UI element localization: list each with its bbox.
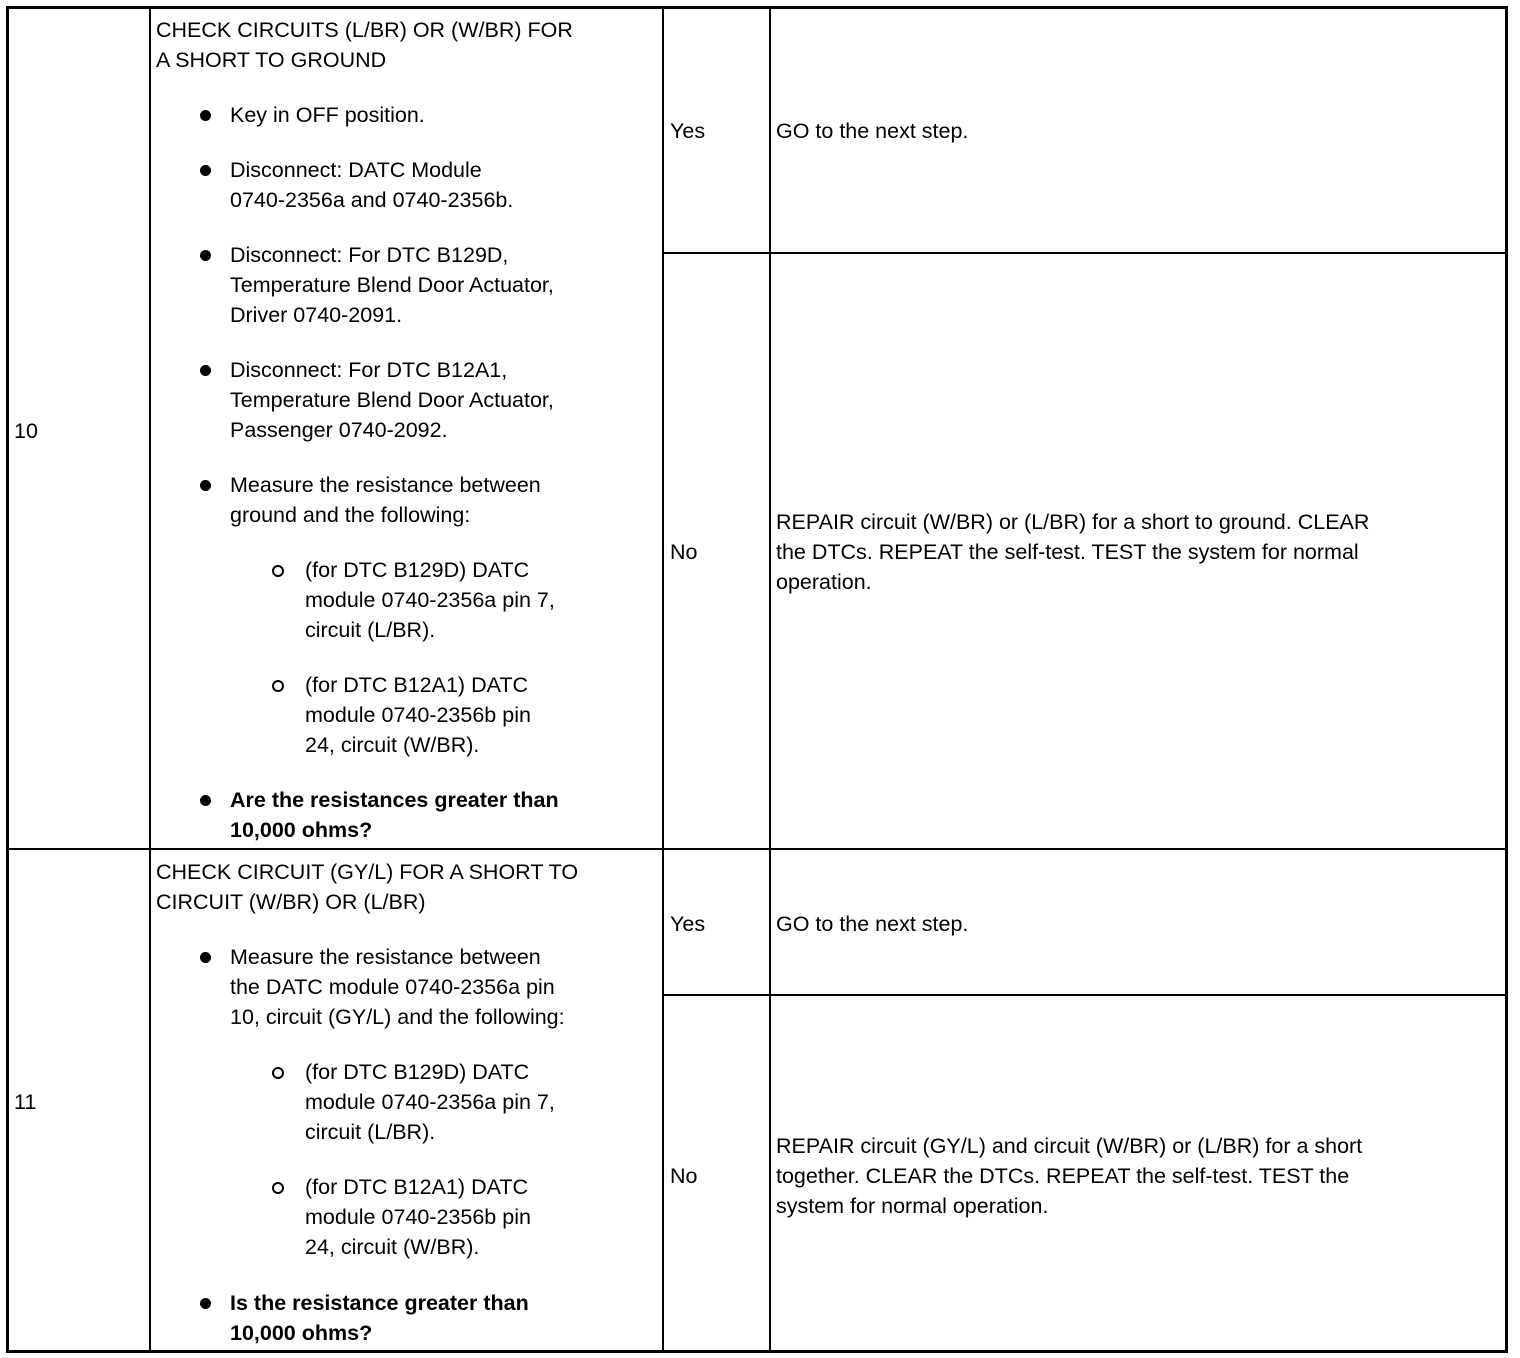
- instruction-text: Key in OFF position.: [230, 103, 425, 127]
- result-action: system for normal operation.: [776, 1194, 1049, 1218]
- instruction-text: Disconnect: For DTC B12A1,: [230, 358, 508, 382]
- step-number: 11: [14, 1090, 37, 1114]
- instruction-subtext: circuit (L/BR).: [305, 1120, 436, 1144]
- instruction-text: Passenger 0740-2092.: [230, 418, 448, 442]
- bullet-icon: [200, 1298, 211, 1309]
- test-question: 10,000 ohms?: [230, 818, 373, 842]
- result-divider-11: [662, 994, 1506, 996]
- instruction-subtext: 24, circuit (W/BR).: [305, 733, 480, 757]
- result-action: REPAIR circuit (W/BR) or (L/BR) for a short to ground. CLEAR: [776, 510, 1370, 534]
- instruction-subtext: (for DTC B129D) DATC: [305, 1060, 530, 1084]
- bullet-icon: [200, 952, 211, 963]
- instruction-text: Driver 0740-2091.: [230, 303, 403, 327]
- column-divider-result: [769, 8, 771, 1352]
- instruction-text: ground and the following:: [230, 503, 471, 527]
- instruction-subtext: 24, circuit (W/BR).: [305, 1235, 480, 1259]
- instruction-text: 10, circuit (GY/L) and the following:: [230, 1005, 565, 1029]
- sub-bullet-icon: [272, 565, 284, 577]
- result-action: the DTCs. REPEAT the self-test. TEST the system for normal: [776, 540, 1359, 564]
- result-action: GO to the next step.: [776, 912, 969, 936]
- bullet-icon: [200, 165, 211, 176]
- instruction-text: Disconnect: DATC Module: [230, 158, 482, 182]
- instruction-subtext: module 0740-2356a pin 7,: [305, 588, 555, 612]
- result-answer-yes: Yes: [670, 912, 706, 936]
- row-divider-10-11: [8, 848, 1506, 850]
- result-action: together. CLEAR the DTCs. REPEAT the self-test. TEST the: [776, 1164, 1350, 1188]
- bullet-icon: [200, 110, 211, 121]
- instruction-subtext: (for DTC B129D) DATC: [305, 558, 530, 582]
- bullet-icon: [200, 250, 211, 261]
- result-action: operation.: [776, 570, 872, 594]
- instruction-text: 0740-2356a and 0740-2356b.: [230, 188, 514, 212]
- sub-bullet-icon: [272, 680, 284, 692]
- instruction-text: Measure the resistance between: [230, 473, 541, 497]
- column-divider-step: [149, 8, 151, 1352]
- instruction-subtext: module 0740-2356a pin 7,: [305, 1090, 555, 1114]
- bullet-icon: [200, 480, 211, 491]
- step-heading: CHECK CIRCUITS (L/BR) OR (W/BR) FOR: [156, 18, 573, 42]
- sub-bullet-icon: [272, 1182, 284, 1194]
- step-heading: CIRCUIT (W/BR) OR (L/BR): [156, 890, 426, 914]
- instruction-subtext: module 0740-2356b pin: [305, 703, 531, 727]
- result-answer-no: No: [670, 1164, 698, 1188]
- step-heading: A SHORT TO GROUND: [156, 48, 387, 72]
- bullet-icon: [200, 365, 211, 376]
- instruction-text: Measure the resistance between: [230, 945, 541, 969]
- test-question: Are the resistances greater than: [230, 788, 559, 812]
- bullet-icon: [200, 795, 211, 806]
- instruction-subtext: (for DTC B12A1) DATC: [305, 1175, 528, 1199]
- result-answer-yes: Yes: [670, 119, 706, 143]
- result-action: REPAIR circuit (GY/L) and circuit (W/BR) or (L/BR) for a short: [776, 1134, 1363, 1158]
- instruction-subtext: (for DTC B12A1) DATC: [305, 673, 528, 697]
- result-divider-10: [662, 252, 1506, 254]
- result-answer-no: No: [670, 540, 698, 564]
- step-number: 10: [14, 419, 38, 443]
- test-question: 10,000 ohms?: [230, 1321, 373, 1345]
- sub-bullet-icon: [272, 1067, 284, 1079]
- instruction-text: Disconnect: For DTC B129D,: [230, 243, 509, 267]
- result-action: GO to the next step.: [776, 119, 969, 143]
- instruction-subtext: module 0740-2356b pin: [305, 1205, 531, 1229]
- column-divider-test: [662, 8, 664, 1352]
- instruction-text: Temperature Blend Door Actuator,: [230, 388, 554, 412]
- test-question: Is the resistance greater than: [230, 1291, 529, 1315]
- instruction-subtext: circuit (L/BR).: [305, 618, 436, 642]
- instruction-text: Temperature Blend Door Actuator,: [230, 273, 554, 297]
- step-heading: CHECK CIRCUIT (GY/L) FOR A SHORT TO: [156, 860, 579, 884]
- instruction-text: the DATC module 0740-2356a pin: [230, 975, 555, 999]
